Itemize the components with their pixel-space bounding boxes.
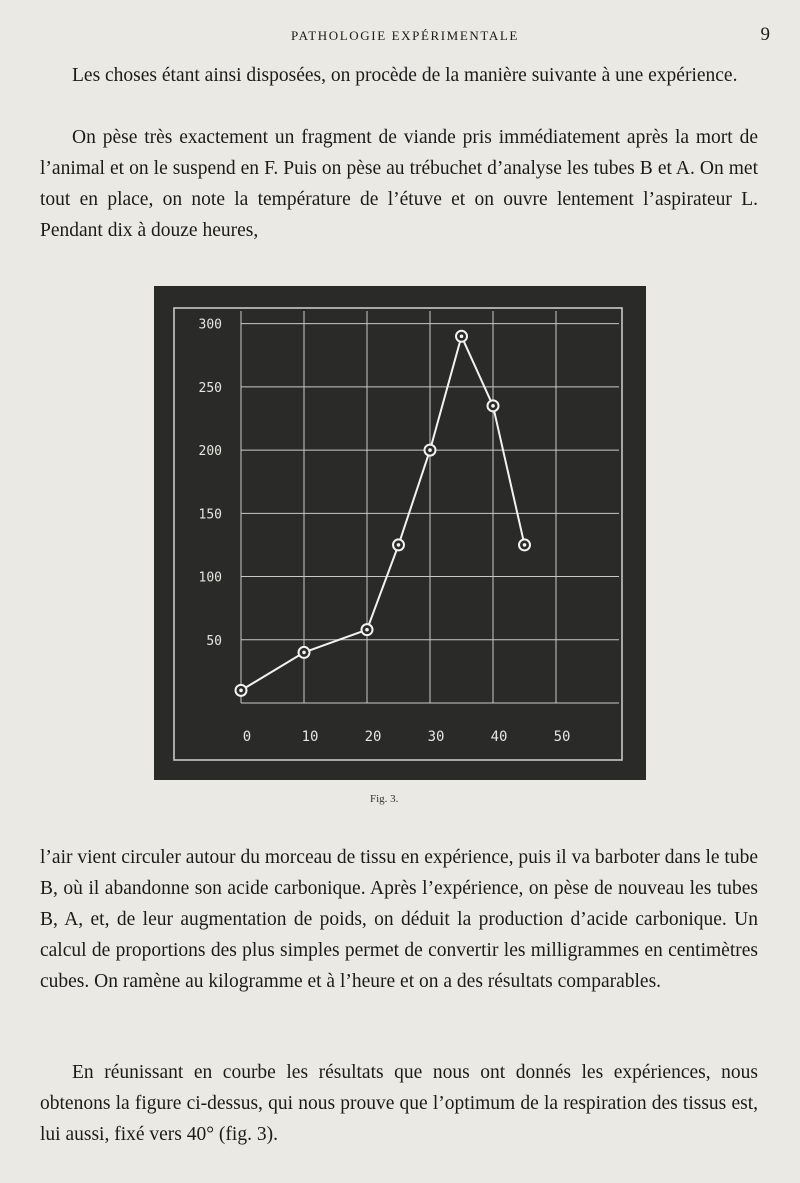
figure-chart: [154, 286, 646, 780]
y-tick-label-5: 300: [198, 317, 222, 333]
data-point-center-0: [239, 689, 243, 693]
y-tick-label-1: 100: [198, 570, 222, 586]
x-tick-label-3: 30: [427, 729, 445, 745]
paragraph-4: En réunissant en courbe les résultats que nous ont donnés les expériences, nous obtenons la figure ci-dessus, qui nous prouve que l’optimum de la respiration des tissus est, lui aussi, fixé vers 40° (fig. 3).: [40, 1062, 758, 1145]
page-header: [40, 24, 770, 48]
y-tick-label-0: 50: [206, 633, 222, 649]
x-tick-label-2: 20: [364, 729, 382, 745]
data-point-center-3: [397, 543, 401, 547]
paragraph-2: On pèse très exactement un fragment de viande pris immédiatement après la mort de l’animal et on le suspend en F. Puis on pèse au trébuchet d’analyse les tubes B et A. On met tout en place, on note la température de l’étuve et on ouvre lentement l’aspirateur L. Pendant dix à douze heures,: [40, 127, 758, 241]
x-tick-label-4: 40: [490, 729, 508, 745]
paragraph-3: l’air vient circuler autour du morceau de tissu en expérience, puis il va barboter dans le tube B, où il abandonne son acide carbonique. Après l’expérience, on pèse de nouveau les tubes B, A, et, de leur augmentation de poids, on déduit la production d’acide carbonique. Un calcul de proportions des plus simples permet de convertir les milligrammes en centimètres cubes. On ramène au kilogramme et à l’heure et on a des résultats comparables.: [40, 847, 758, 992]
data-point-center-2: [365, 628, 369, 632]
running-title: PATHOLOGIE EXPÉRIMENTALE: [291, 28, 519, 43]
x-tick-label-1: 10: [301, 729, 319, 745]
data-point-center-6: [491, 404, 495, 408]
y-tick-label-4: 250: [198, 380, 222, 396]
y-tick-label-3: 200: [198, 444, 222, 460]
line-chart: [154, 286, 646, 780]
page-number: 9: [760, 24, 770, 45]
x-tick-label-5: 50: [553, 729, 571, 745]
data-point-center-7: [523, 543, 527, 547]
paragraph-1: Les choses étant ainsi disposées, on procède de la manière suivante à une expérience.: [72, 65, 738, 86]
x-tick-label-0: 0: [242, 729, 252, 745]
figure-caption: Fig. 3.: [370, 793, 399, 805]
data-point-center-4: [428, 448, 432, 452]
data-point-center-1: [302, 651, 306, 655]
data-point-center-5: [460, 334, 464, 338]
y-tick-label-2: 150: [198, 507, 222, 523]
